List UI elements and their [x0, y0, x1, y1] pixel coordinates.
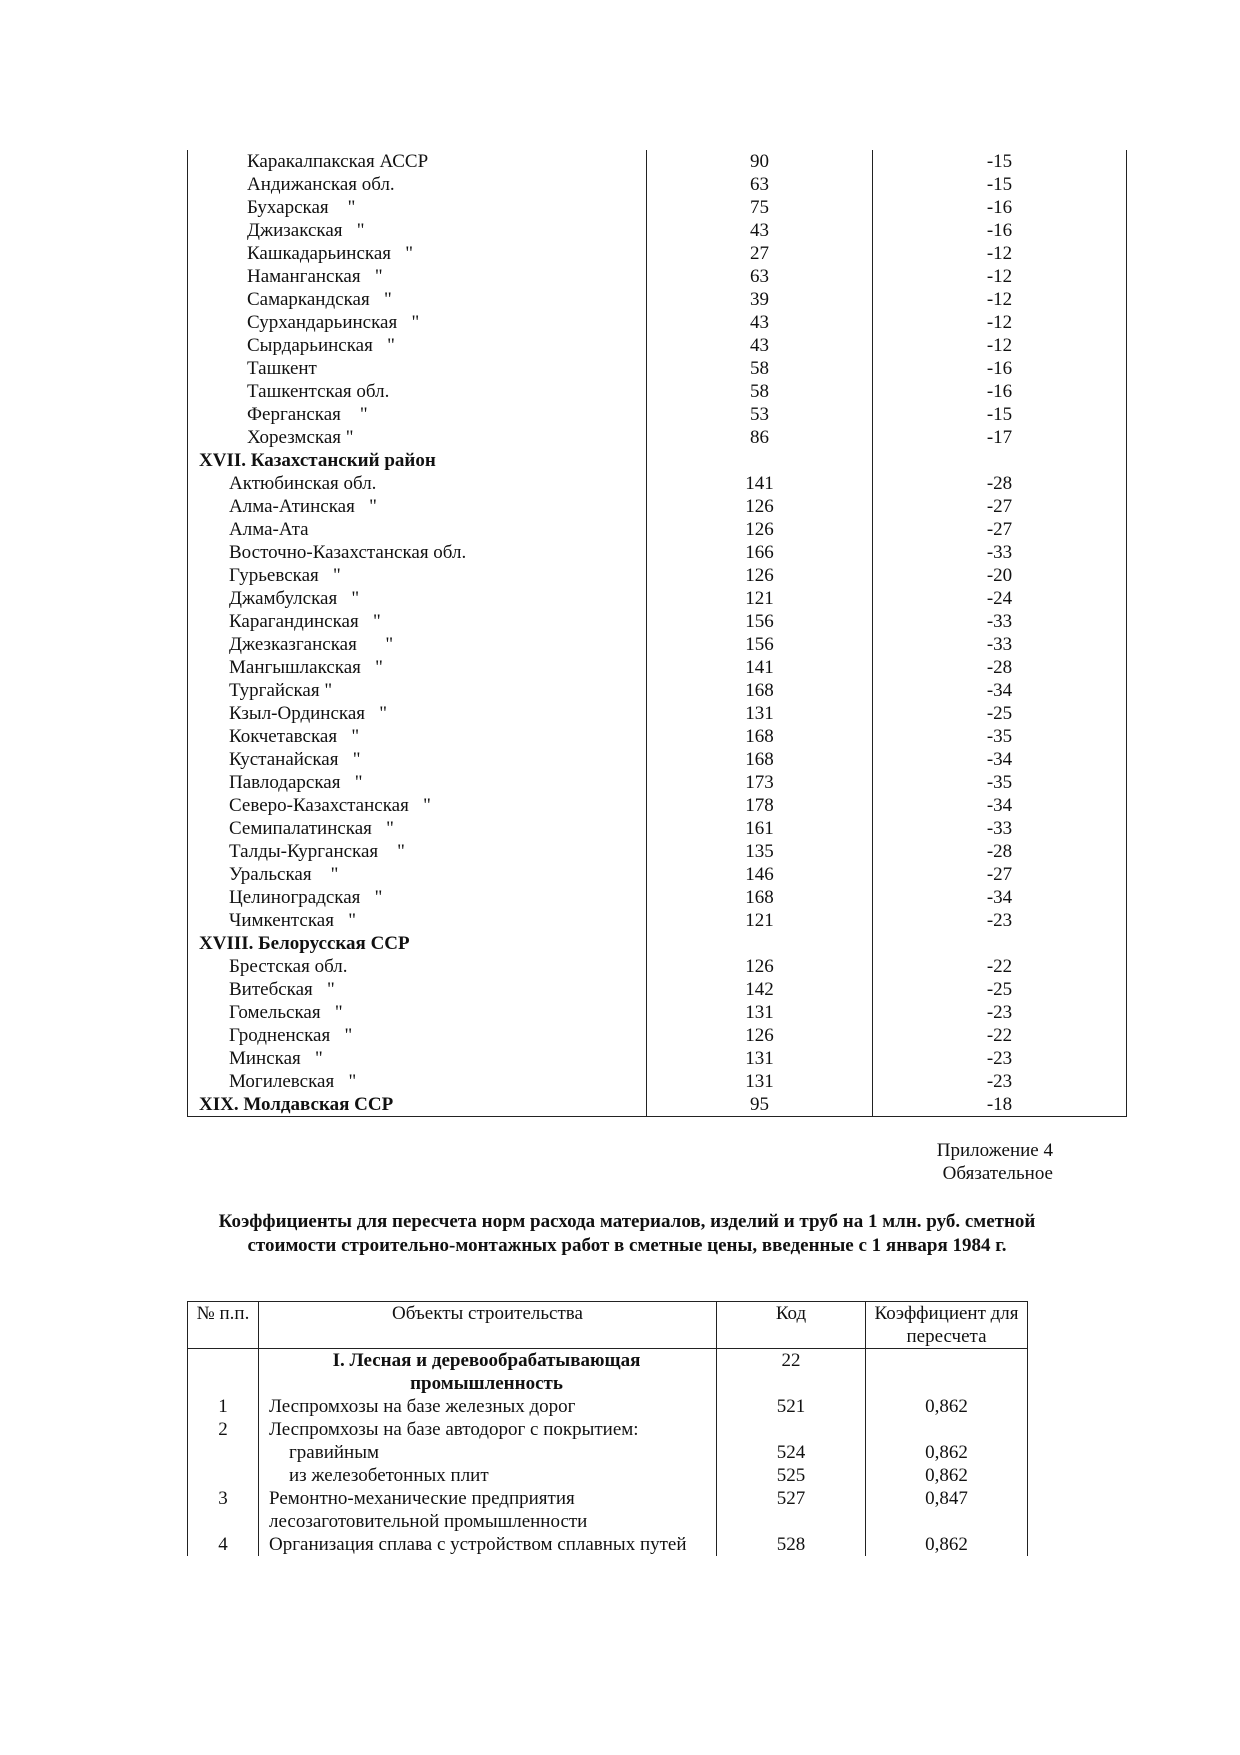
section-row — [188, 1349, 1028, 1396]
table-row — [188, 587, 1127, 610]
region-coef: -16 — [873, 219, 1127, 242]
table-row — [188, 656, 1127, 679]
table-row — [188, 771, 1127, 794]
region-name: Мангышлакская " — [188, 656, 647, 679]
region-value: 86 — [647, 426, 873, 449]
region-name: XIX. Молдавская ССР — [188, 1093, 647, 1117]
object-name: Леспромхозы на базе автодорог с покрытием: — [259, 1418, 717, 1441]
table-row — [188, 380, 1127, 403]
region-coef: -15 — [873, 403, 1127, 426]
region-coef: -34 — [873, 886, 1127, 909]
region-coef: -12 — [873, 334, 1127, 357]
region-name: Уральская " — [188, 863, 647, 886]
region-value: 131 — [647, 1070, 873, 1093]
region-name: XVIII. Белорусская ССР — [188, 932, 647, 955]
table-row — [188, 1441, 1028, 1464]
table-row — [188, 518, 1127, 541]
table-row — [188, 357, 1127, 380]
region-name: Могилевская " — [188, 1070, 647, 1093]
appendix-label — [937, 1139, 1053, 1185]
row-number — [188, 1441, 259, 1464]
region-value: 43 — [647, 334, 873, 357]
table-row — [188, 1001, 1127, 1024]
region-value: 141 — [647, 472, 873, 495]
region-value: 161 — [647, 817, 873, 840]
table-row — [188, 679, 1127, 702]
regional-coefficients-table — [187, 150, 1127, 1117]
region-coef: -12 — [873, 288, 1127, 311]
region-name: Наманганская " — [188, 265, 647, 288]
object-code — [717, 1418, 866, 1441]
region-name: Карагандинская " — [188, 610, 647, 633]
region-name: Самаркандская " — [188, 288, 647, 311]
conversion-coefficients-table — [187, 1301, 1028, 1556]
region-value: 126 — [647, 1024, 873, 1047]
region-name: Целиноградская " — [188, 886, 647, 909]
region-value: 168 — [647, 725, 873, 748]
object-code: 22 — [717, 1349, 866, 1396]
region-name: Минская " — [188, 1047, 647, 1070]
region-value: 75 — [647, 196, 873, 219]
region-name: Ташкент — [188, 357, 647, 380]
table-row — [188, 426, 1127, 449]
table-row — [188, 173, 1127, 196]
table-row — [188, 909, 1127, 932]
region-value: 131 — [647, 1047, 873, 1070]
region-value: 63 — [647, 265, 873, 288]
region-name: Талды-Курганская " — [188, 840, 647, 863]
row-number — [188, 1349, 259, 1396]
table-row — [188, 863, 1127, 886]
region-coef: -23 — [873, 909, 1127, 932]
region-name: Восточно-Казахстанская обл. — [188, 541, 647, 564]
object-coef: 0,862 — [866, 1533, 1028, 1556]
region-name: Джезказганская " — [188, 633, 647, 656]
region-name: Кашкадарьинская " — [188, 242, 647, 265]
object-coef: 0,862 — [866, 1395, 1028, 1418]
region-value: 131 — [647, 702, 873, 725]
table-row — [188, 1024, 1127, 1047]
region-coef: -12 — [873, 242, 1127, 265]
region-coef: -28 — [873, 472, 1127, 495]
object-code: 527 — [717, 1487, 866, 1533]
region-coef: -18 — [873, 1093, 1127, 1117]
object-name: I. Лесная и деревообрабатывающая промышленность — [259, 1349, 717, 1396]
region-value: 121 — [647, 587, 873, 610]
appendix-status: Обязательное — [942, 1163, 1053, 1184]
region-coef — [873, 932, 1127, 955]
region-group-row — [188, 449, 1127, 472]
table-row — [188, 1395, 1028, 1418]
region-coef: -33 — [873, 541, 1127, 564]
object-name: из железобетонных плит — [259, 1464, 717, 1487]
region-coef: -33 — [873, 633, 1127, 656]
region-value: 58 — [647, 357, 873, 380]
region-name: Сырдарьинская " — [188, 334, 647, 357]
table-header-row — [188, 1302, 1028, 1349]
table-row — [188, 978, 1127, 1001]
object-coef: 0,847 — [866, 1487, 1028, 1533]
table-row — [188, 541, 1127, 564]
object-coef — [866, 1418, 1028, 1441]
table-row — [188, 219, 1127, 242]
table-row — [188, 955, 1127, 978]
table-row — [188, 242, 1127, 265]
object-code: 528 — [717, 1533, 866, 1556]
table-row — [188, 610, 1127, 633]
table-row — [188, 288, 1127, 311]
region-coef: -28 — [873, 840, 1127, 863]
region-name: Витебская " — [188, 978, 647, 1001]
region-name: Бухарская " — [188, 196, 647, 219]
region-coef: -24 — [873, 587, 1127, 610]
region-value: 126 — [647, 518, 873, 541]
region-coef: -28 — [873, 656, 1127, 679]
table-row — [188, 311, 1127, 334]
region-value: 27 — [647, 242, 873, 265]
row-number — [188, 1464, 259, 1487]
region-value: 53 — [647, 403, 873, 426]
region-coef: -23 — [873, 1047, 1127, 1070]
appendix-number: Приложение 4 — [936, 1140, 1053, 1161]
region-name: Тургайская " — [188, 679, 647, 702]
region-value — [647, 932, 873, 955]
table-row — [188, 1047, 1127, 1070]
region-name: Павлодарская " — [188, 771, 647, 794]
document-title: Коэффициенты для пересчета норм расхода материалов, изделий и труб на 1 млн. руб. сметной стоимости строительно-монтажных работ в сметные цены, введенные с 1 января 1984 г. — [218, 1211, 1036, 1256]
region-name: Гурьевская " — [188, 564, 647, 587]
region-name: Гродненская " — [188, 1024, 647, 1047]
region-name: Джамбулская " — [188, 587, 647, 610]
region-value: 135 — [647, 840, 873, 863]
region-name: Алма-Атинская " — [188, 495, 647, 518]
region-value: 141 — [647, 656, 873, 679]
region-name: Андижанская обл. — [188, 173, 647, 196]
region-coef: -16 — [873, 196, 1127, 219]
region-coef: -35 — [873, 771, 1127, 794]
header-object: Объекты строительства — [259, 1302, 717, 1349]
region-coef — [873, 449, 1127, 472]
table-row — [188, 150, 1127, 173]
region-value: 121 — [647, 909, 873, 932]
region-coef: -15 — [873, 173, 1127, 196]
table-row — [188, 265, 1127, 288]
region-value: 146 — [647, 863, 873, 886]
region-value: 43 — [647, 311, 873, 334]
region-coef: -22 — [873, 1024, 1127, 1047]
region-value: 168 — [647, 748, 873, 771]
object-name: Леспромхозы на базе железных дорог — [259, 1395, 717, 1418]
region-coef: -17 — [873, 426, 1127, 449]
object-coef: 0,862 — [866, 1441, 1028, 1464]
region-coef: -35 — [873, 725, 1127, 748]
object-code: 525 — [717, 1464, 866, 1487]
row-number: 4 — [188, 1533, 259, 1556]
region-value: 156 — [647, 610, 873, 633]
table-row — [188, 794, 1127, 817]
object-code: 524 — [717, 1441, 866, 1464]
table-row — [188, 564, 1127, 587]
region-name: Джизакская " — [188, 219, 647, 242]
region-group-row — [188, 932, 1127, 955]
region-value: 126 — [647, 955, 873, 978]
region-group-row — [188, 1093, 1127, 1117]
table-row — [188, 403, 1127, 426]
object-name: Организация сплава с устройством сплавных путей — [259, 1533, 717, 1556]
table-row — [188, 748, 1127, 771]
table-row — [188, 1464, 1028, 1487]
region-value: 63 — [647, 173, 873, 196]
region-coef: -20 — [873, 564, 1127, 587]
region-value: 58 — [647, 380, 873, 403]
region-name: Кзыл-Ординская " — [188, 702, 647, 725]
object-name: Ремонтно-механические предприятия лесозаготовительной промышленности — [259, 1487, 717, 1533]
region-coef: -22 — [873, 955, 1127, 978]
table-row — [188, 1533, 1028, 1556]
row-number: 1 — [188, 1395, 259, 1418]
header-num: № п.п. — [188, 1302, 259, 1349]
table-row — [188, 472, 1127, 495]
region-coef: -33 — [873, 817, 1127, 840]
region-value: 95 — [647, 1093, 873, 1117]
region-coef: -25 — [873, 978, 1127, 1001]
table-row — [188, 633, 1127, 656]
table-row — [188, 840, 1127, 863]
region-name: Брестская обл. — [188, 955, 647, 978]
region-coef: -33 — [873, 610, 1127, 633]
region-name: Актюбинская обл. — [188, 472, 647, 495]
table-row — [188, 495, 1127, 518]
region-name: Кустанайская " — [188, 748, 647, 771]
region-name: Ташкентская обл. — [188, 380, 647, 403]
region-name: Сурхандарьинская " — [188, 311, 647, 334]
region-value: 43 — [647, 219, 873, 242]
table-row — [188, 725, 1127, 748]
region-coef: -27 — [873, 495, 1127, 518]
header-code: Код — [717, 1302, 866, 1349]
region-coef: -34 — [873, 679, 1127, 702]
object-name: гравийным — [259, 1441, 717, 1464]
region-coef: -34 — [873, 794, 1127, 817]
table-row — [188, 886, 1127, 909]
region-value: 90 — [647, 150, 873, 173]
object-coef: 0,862 — [866, 1464, 1028, 1487]
row-number: 2 — [188, 1418, 259, 1441]
region-coef: -25 — [873, 702, 1127, 725]
region-value: 126 — [647, 564, 873, 587]
region-name: Северо-Казахстанская " — [188, 794, 647, 817]
table-row — [188, 334, 1127, 357]
region-name: Гомельская " — [188, 1001, 647, 1024]
region-value: 168 — [647, 886, 873, 909]
region-name: Каракалпакская АССР — [188, 150, 647, 173]
region-name: Ферганская " — [188, 403, 647, 426]
region-coef: -27 — [873, 518, 1127, 541]
region-coef: -16 — [873, 380, 1127, 403]
region-name: Хорезмская " — [188, 426, 647, 449]
region-value: 131 — [647, 1001, 873, 1024]
header-coef: Коэффициент для пересчета — [866, 1302, 1028, 1349]
region-value: 39 — [647, 288, 873, 311]
object-coef — [866, 1349, 1028, 1396]
row-number: 3 — [188, 1487, 259, 1533]
table-row — [188, 817, 1127, 840]
region-coef: -34 — [873, 748, 1127, 771]
region-value: 126 — [647, 495, 873, 518]
region-name: Кокчетавская " — [188, 725, 647, 748]
region-name: Алма-Ата — [188, 518, 647, 541]
region-value: 156 — [647, 633, 873, 656]
table-row — [188, 1418, 1028, 1441]
region-coef: -12 — [873, 311, 1127, 334]
region-value: 173 — [647, 771, 873, 794]
region-coef: -16 — [873, 357, 1127, 380]
region-value: 166 — [647, 541, 873, 564]
table-row — [188, 702, 1127, 725]
region-name: Чимкентская " — [188, 909, 647, 932]
region-name: XVII. Казахстанский район — [188, 449, 647, 472]
object-code: 521 — [717, 1395, 866, 1418]
table-row — [188, 1487, 1028, 1533]
region-coef: -23 — [873, 1070, 1127, 1093]
region-value — [647, 449, 873, 472]
table-row — [188, 1070, 1127, 1093]
region-coef: -23 — [873, 1001, 1127, 1024]
region-name: Семипалатинская " — [188, 817, 647, 840]
region-coef: -15 — [873, 150, 1127, 173]
region-coef: -27 — [873, 863, 1127, 886]
region-coef: -12 — [873, 265, 1127, 288]
region-value: 142 — [647, 978, 873, 1001]
region-value: 168 — [647, 679, 873, 702]
region-value: 178 — [647, 794, 873, 817]
table-row — [188, 196, 1127, 219]
